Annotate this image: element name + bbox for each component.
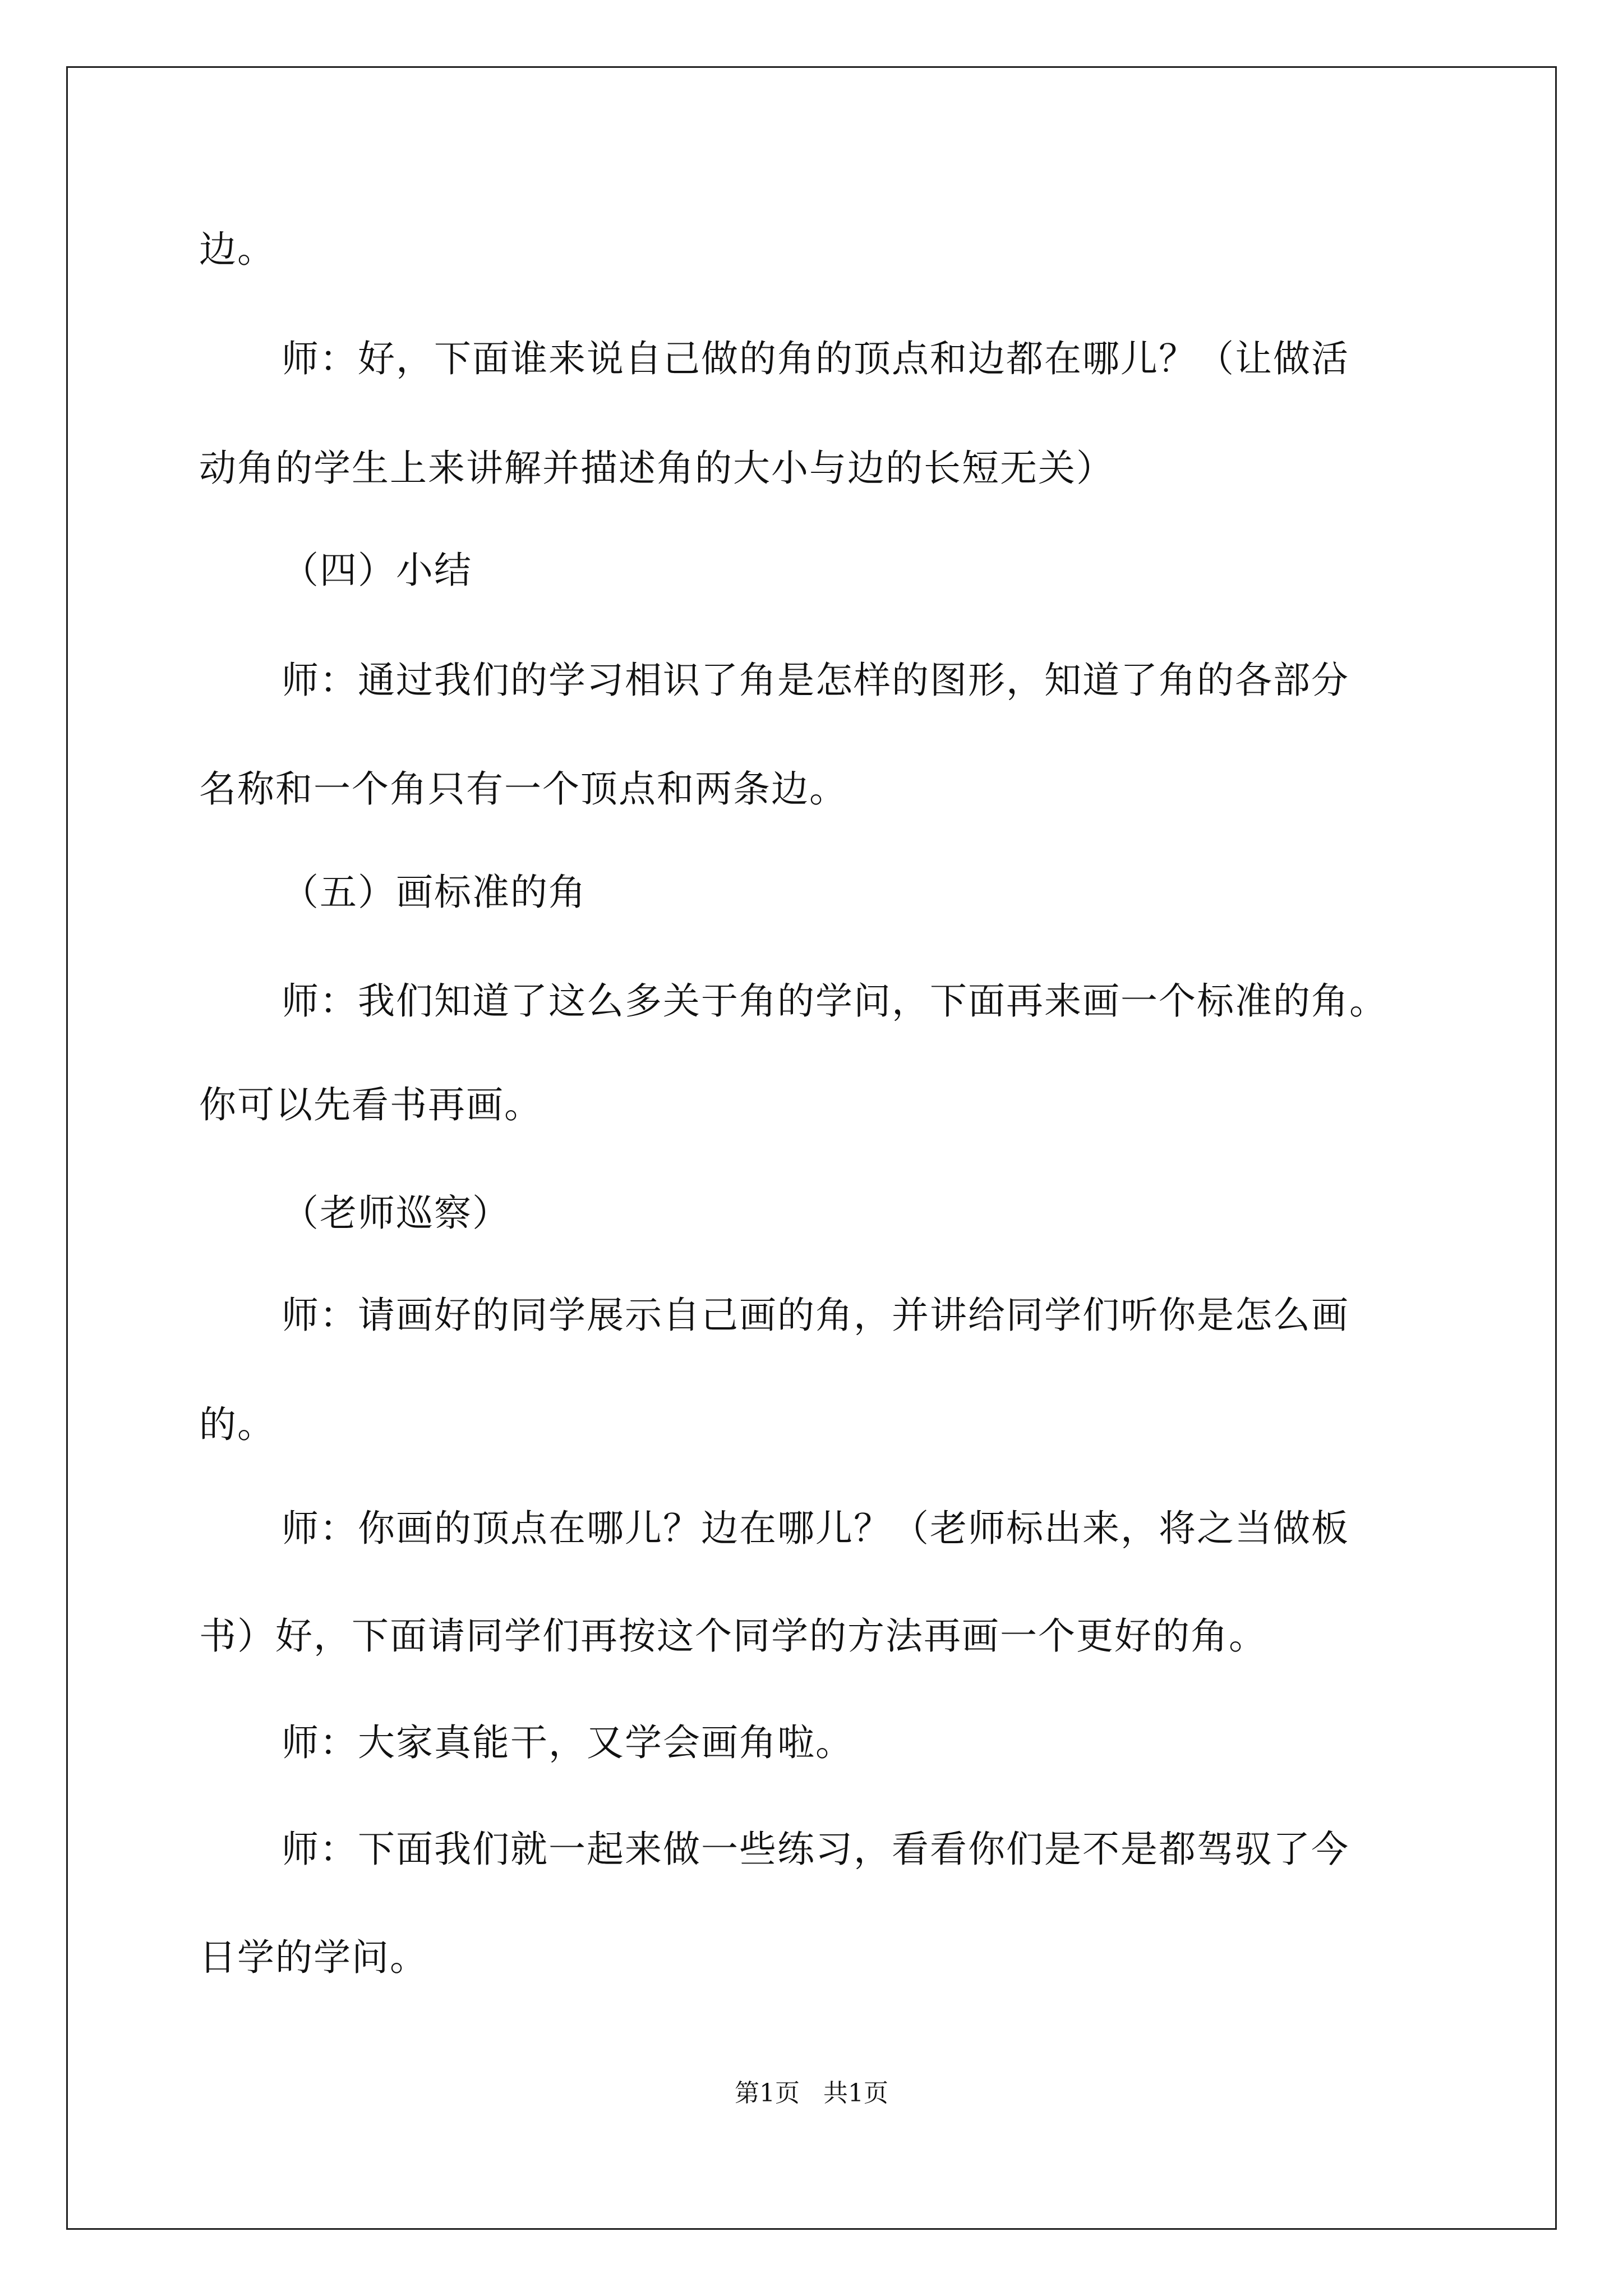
text-line: 师：你画的顶点在哪儿？边在哪儿？（老师标出来，将之当做板 <box>282 1507 1349 1550</box>
text-line: 日学的学问。 <box>199 1936 428 1979</box>
text-line: 你可以先看书再画。 <box>199 1083 542 1126</box>
text-line: 名称和一个角只有一个顶点和两条边。 <box>199 767 847 811</box>
text-line: （老师巡察） <box>282 1191 510 1235</box>
section-heading: （四）小结 <box>282 549 472 592</box>
text-line: 师：好，下面谁来说自己做的角的顶点和边都在哪儿？（让做活 <box>282 337 1349 380</box>
text-line: 动角的学生上来讲解并描述角的大小与边的长短无关） <box>199 447 1114 490</box>
text-line: 书）好，下面请同学们再按这个同学的方法再画一个更好的角。 <box>199 1614 1267 1658</box>
text-line: 边。 <box>199 228 275 271</box>
text-line: 师：我们知道了这么多关于角的学问，下面再来画一个标准的角。 <box>282 979 1387 1023</box>
text-line: 师：请画好的同学展示自己画的角，并讲给同学们听你是怎么画 <box>282 1294 1349 1337</box>
text-line: 师：通过我们的学习相识了角是怎样的图形，知道了角的各部分 <box>282 659 1349 702</box>
text-line: 的。 <box>199 1403 275 1446</box>
text-line: 师：大家真能干，又学会画角啦。 <box>282 1721 854 1764</box>
section-heading: （五）画标准的角 <box>282 871 587 914</box>
page-border <box>66 66 1557 2230</box>
text-line: 师：下面我们就一起来做一些练习，看看你们是不是都驾驭了今 <box>282 1828 1349 1871</box>
page-number: 第1页 共1页 <box>735 2079 888 2108</box>
